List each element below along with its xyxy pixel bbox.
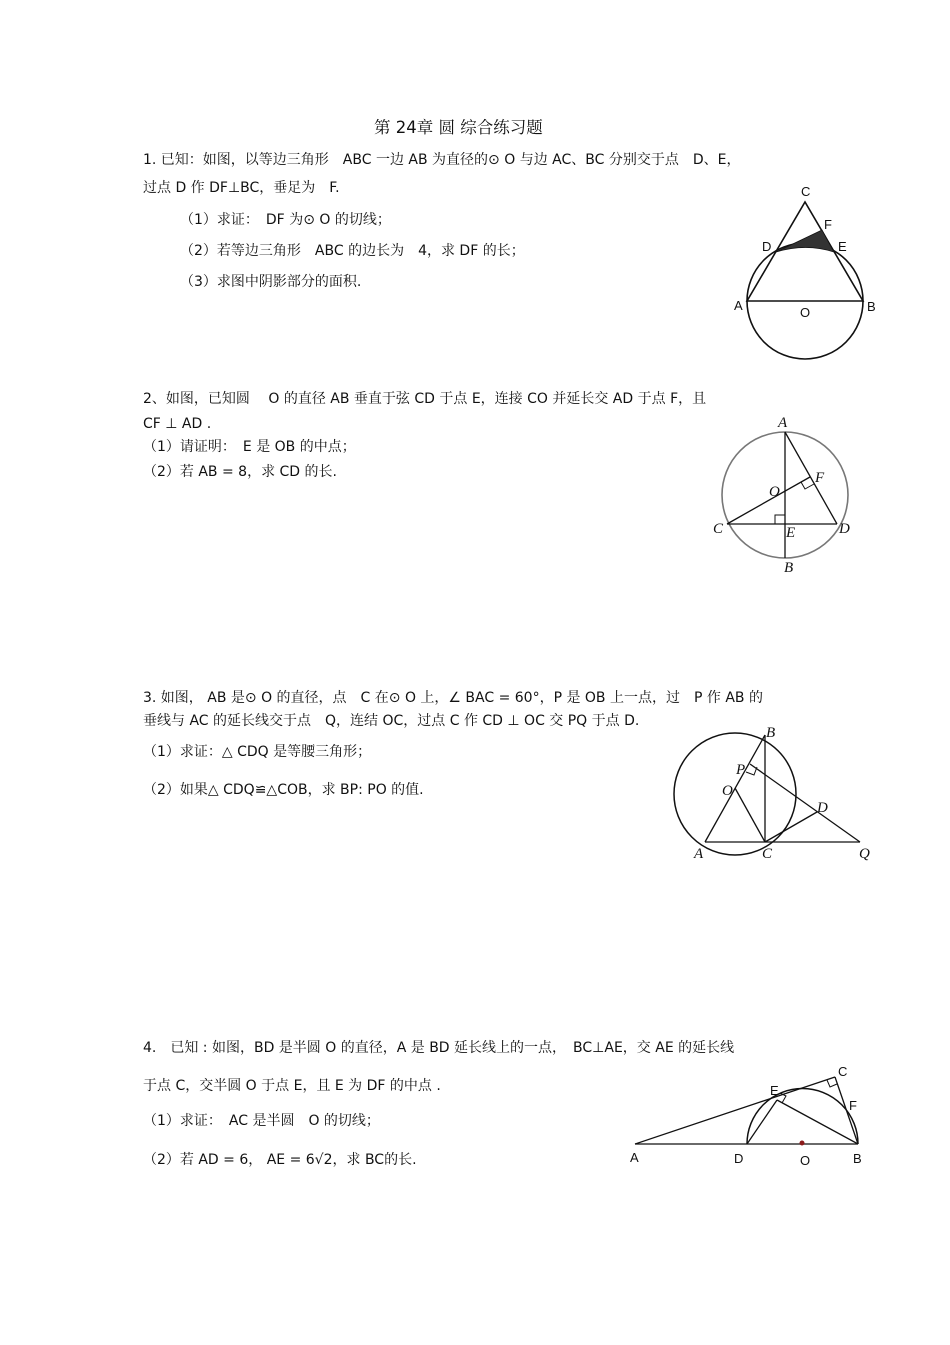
q4-part2: （2）若 AD = 6， AE = 6√2，求 BC的长.	[143, 1152, 417, 1168]
page-title: 第 24章 圆 综合练习题	[374, 118, 543, 137]
q4-label-f: F	[849, 1098, 857, 1113]
q4-label-o: O	[800, 1153, 811, 1168]
q3-segment-pq	[750, 764, 860, 842]
q2-label-d: D	[839, 521, 850, 537]
q2-right-angle-f	[801, 482, 814, 489]
q4-stem-line1: 4. 已知 : 如图，BD 是半圆 O 的直径，A 是 BD 延长线上的一点， BC⊥AE，交 AE 的延长线	[143, 1040, 735, 1056]
q2-stem-line1: 2、如图，已知圆 O 的直径 AB 垂直于弦 CD 于点 E，连接 CO 并延长交 AD 于点 F，且	[143, 391, 707, 407]
q1-label-c: C	[801, 184, 811, 199]
q1-stem-line2: 过点 D 作 DF⊥BC，垂足为 F.	[143, 180, 340, 196]
q2-label-f: F	[815, 470, 825, 486]
q2-label-o: O	[769, 484, 780, 500]
q4-segment-eb	[777, 1100, 858, 1144]
q3-label-c: C	[762, 846, 773, 862]
q4-right-angle-c	[827, 1080, 837, 1087]
q2-segment-ad	[785, 432, 837, 524]
q2-label-e: E	[786, 525, 796, 541]
q4-center-dot	[800, 1141, 805, 1146]
q3-label-a: A	[694, 846, 704, 862]
q2-figure	[705, 410, 870, 580]
q4-label-c: C	[838, 1064, 848, 1079]
q2-label-b: B	[784, 560, 794, 576]
q2-label-a: A	[778, 415, 788, 431]
q1-label-o: O	[800, 305, 811, 320]
q1-part1: （1）求证： DF 为⊙ O 的切线；	[180, 212, 391, 228]
q4-label-b: B	[853, 1151, 862, 1166]
q1-figure	[730, 180, 880, 365]
q1-label-d: D	[762, 239, 772, 254]
q2-part1: （1）请证明： E 是 OB 的中点；	[143, 439, 356, 455]
q3-label-p: P	[736, 762, 746, 778]
q4-part1: （1）求证： AC 是半圆 O 的切线；	[143, 1113, 380, 1129]
q3-stem-line1: 3. 如图， AB 是⊙ O 的直径，点 C 在⊙ O 上，∠ BAC = 60°，P 是 OB 上一点，过 P 作 AB 的	[143, 690, 763, 706]
q2-right-angle-e	[775, 515, 785, 524]
q3-label-o: O	[722, 783, 733, 799]
q4-label-a: A	[630, 1150, 639, 1165]
q1-part3: （3）求图中阴影部分的面积.	[180, 274, 362, 290]
q3-segment-oc	[735, 788, 765, 842]
q3-part1: （1）求证：△ CDQ 是等腰三角形；	[143, 744, 372, 760]
q1-shaded-region	[776, 230, 834, 252]
q3-label-d: D	[817, 800, 828, 816]
q1-part2: （2）若等边三角形 ABC 的边长为 4，求 DF 的长；	[180, 243, 525, 259]
q1-stem-line1: 1. 已知：如图，以等边三角形 ABC 一边 AB 为直径的⊙ O 与边 AC、BC 分别交于点 D、E，	[143, 152, 741, 168]
q1-label-f: F	[824, 217, 832, 232]
q3-circle	[674, 733, 796, 855]
q4-label-e: E	[770, 1083, 779, 1098]
q1-label-b: B	[867, 299, 876, 314]
q3-figure	[665, 722, 880, 867]
q4-stem-line2: 于点 C，交半圆 O 于点 E，且 E 为 DF 的中点 .	[143, 1078, 441, 1094]
q2-label-c: C	[713, 521, 724, 537]
q2-stem-line2: CF ⊥ AD .	[143, 416, 212, 432]
q3-label-b: B	[766, 725, 776, 741]
q3-stem-line2: 垂线与 AC 的延长线交于点 Q，连结 OC，过点 C 作 CD ⊥ OC 交 PQ 于点 D.	[143, 713, 640, 729]
q3-part2: （2）如果△ CDQ≌△COB，求 BP: PO 的值.	[143, 782, 424, 798]
q1-label-e: E	[838, 239, 847, 254]
q4-figure	[625, 1062, 870, 1172]
q2-part2: （2）若 AB = 8，求 CD 的长.	[143, 464, 337, 480]
q3-label-q: Q	[859, 846, 870, 862]
q4-line-ac	[635, 1077, 835, 1144]
q4-label-d: D	[734, 1151, 744, 1166]
q1-label-a: A	[734, 298, 743, 313]
